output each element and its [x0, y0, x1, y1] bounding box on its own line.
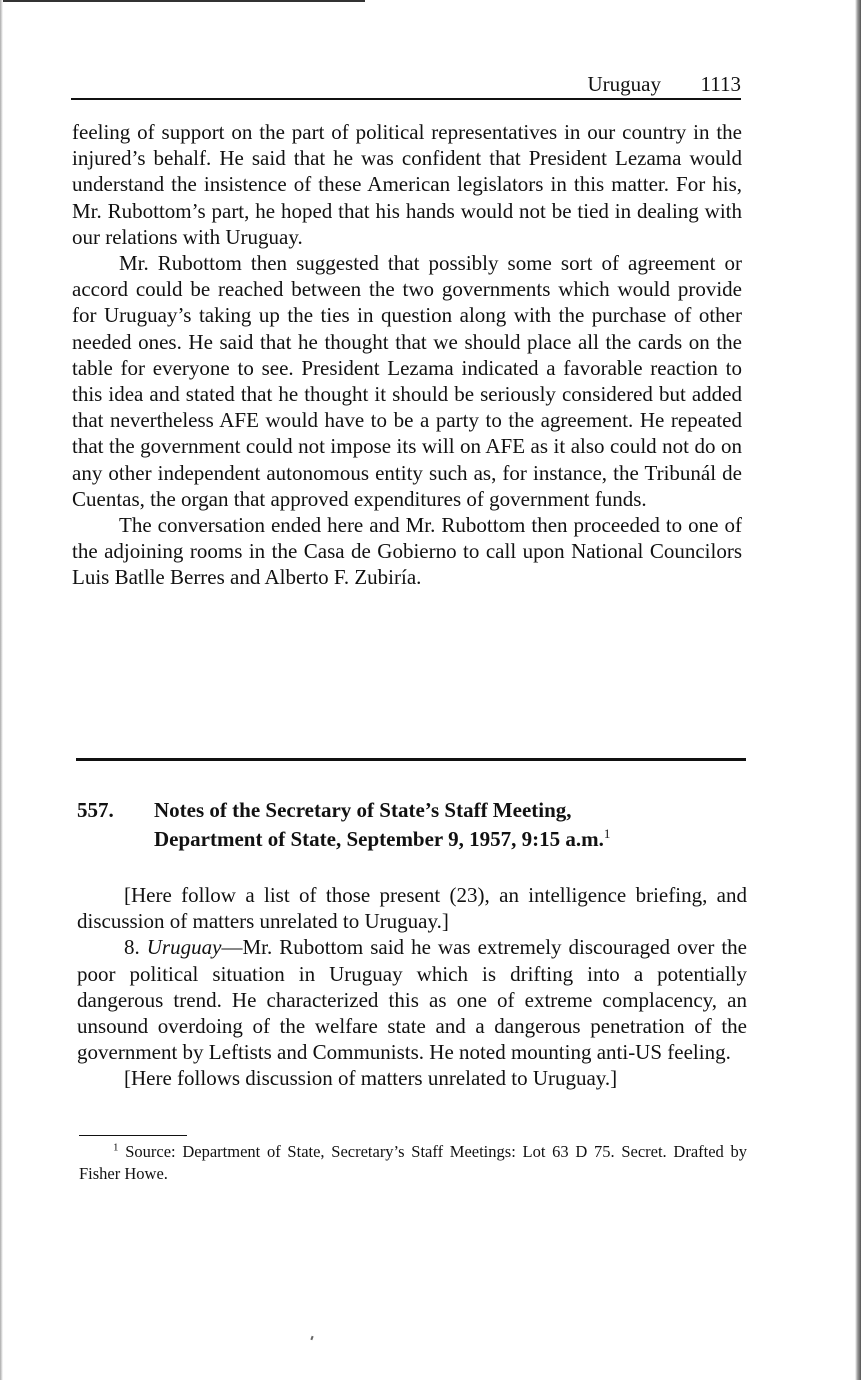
- continued-text: [72, 119, 742, 591]
- scan-top-rule: [0, 0, 365, 2]
- running-head: [71, 68, 741, 100]
- scan-speck: [310, 1336, 313, 1340]
- scan-right-edge: [855, 0, 861, 1380]
- footnote-number: 1: [113, 1141, 119, 1154]
- paragraph-conversation-ended: The conversation ended here and Mr. Rubottom then proceeded to one of the adjoining rooms in the Casa de Gobierno to call upon National Councilors Luis Batlle Berres and Alberto F. Zubiría.: [72, 513, 742, 590]
- scan-left-edge: [0, 0, 3, 1380]
- item-number: 8.: [124, 935, 147, 960]
- item-topic: Uruguay: [146, 935, 222, 960]
- document-number: 557.: [77, 798, 114, 822]
- footnote-rule: [79, 1135, 187, 1136]
- document-title-line1: Notes of the Secretary of State’s Staff Meeting,: [154, 798, 572, 822]
- footnote-reference[interactable]: 1: [603, 826, 611, 841]
- paragraph-editorial-note-1: [Here follow a list of those present (23), an intelligence briefing, and discussion of matters unrelated to Uruguay.]: [77, 883, 747, 934]
- paragraph-continued: feeling of support on the part of political representatives in our country in the injured’s behalf. He said that he was confident that President Lezama would understand the insistence of these American legislators in this matter. For his, Mr. Rubottom’s part, he hoped that his hands would not be tied in dealing with our relations with Uruguay.: [72, 120, 742, 249]
- footnote: [79, 1141, 747, 1185]
- section-divider: [76, 758, 746, 761]
- document-title-line2: Department of State, September 9, 1957, 9:15 a.m.: [154, 827, 604, 851]
- item-text: —Mr. Rubottom said he was extremely discouraged over the poor political situation in Uruguay which is drifting into a potentially dangerous trend. He characterized this as one of extreme complacency, an unsound overdoing of the welfare state and a dangerous penetration of the government by Leftists and Communists. He noted mounting anti-US feeling.: [77, 935, 747, 1065]
- document-body: [77, 882, 747, 1092]
- running-head-title: Uruguay: [587, 72, 661, 96]
- paragraph-item-8: [77, 934, 747, 1065]
- paragraph-editorial-note-2: [Here follows discussion of matters unrelated to Uruguay.]: [124, 1066, 618, 1091]
- footnote-text: Source: Department of State, Secretary’s Staff Meetings: Lot 63 D 75. Secret. Drafted by Fisher Howe.: [79, 1142, 748, 1183]
- paragraph-rubottom-suggestion: Mr. Rubottom then suggested that possibly some sort of agreement or accord could be reached between the two governments which would provide for Uruguay’s taking up the ties in question along with the purchase of other needed ones. He said that he thought that we should place all the cards on the table for everyone to see. President Lezama indicated a favorable reaction to this idea and stated that he thought it should be seriously considered but added that nevertheless AFE would have to be a party to the agreement. He repeated that the government could not impose its will on AFE as it also could not do on any other independent autonomous entity such as, for instance, the Tribunál de Cuentas, the organ that approved expenditures of government funds.: [72, 251, 742, 511]
- page-number: 1113: [700, 72, 741, 96]
- document-title: [154, 796, 744, 854]
